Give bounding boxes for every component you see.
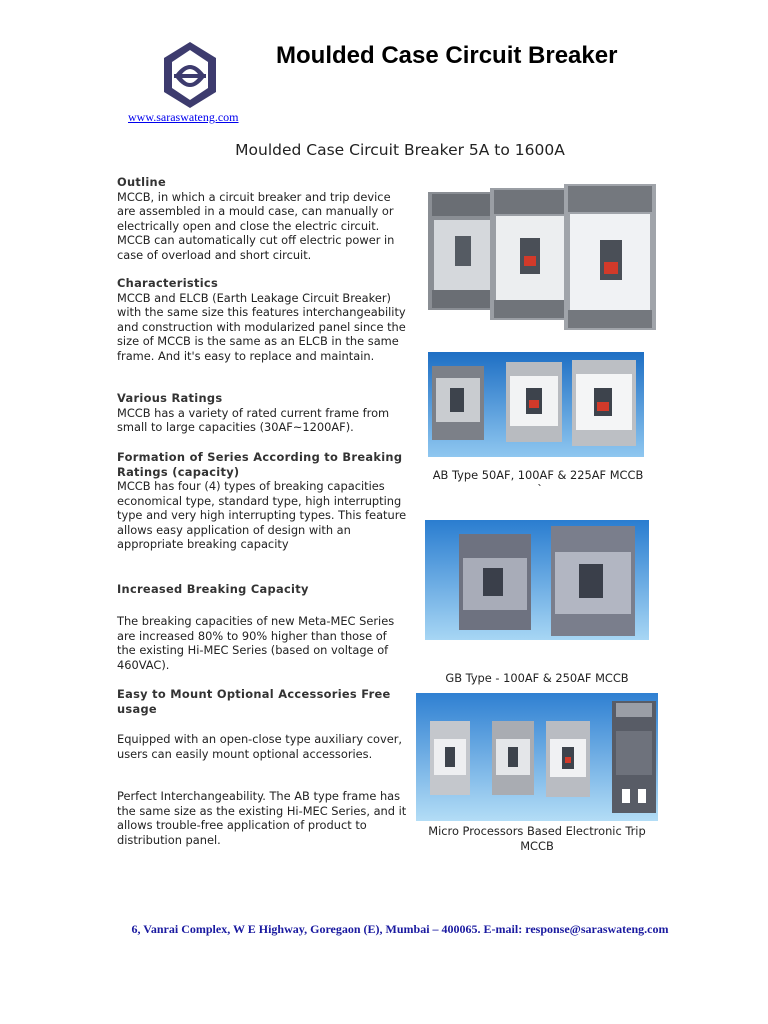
section-breaking-capacity-body: [117, 614, 407, 672]
section-body: The breaking capacities of new Meta-MEC Series are increased 80% to 90% higher than those of the existing Hi-MEC Series (based on voltage of 460VAC).: [117, 614, 395, 672]
footer-address-text: 6, Vanrai Complex, W E Highway, Goregaon (E), Mumbai – 400065. E-mail: response@saraswateng.com: [131, 922, 669, 936]
section-accessories-body: [117, 732, 407, 761]
electronic-trip-caption: Micro Processors Based Electronic Trip MCCB: [428, 824, 646, 853]
gb-type-photo: [425, 520, 649, 640]
section-heading: Various Ratings: [117, 391, 223, 405]
page-subtitle: [0, 141, 768, 159]
section-heading: Outline: [117, 175, 166, 189]
subtitle-text: Moulded Case Circuit Breaker 5A to 1600A: [235, 141, 565, 159]
section-outline: [117, 175, 407, 262]
website-link[interactable]: www.saraswateng.com: [128, 110, 239, 124]
section-heading: Characteristics: [117, 276, 219, 290]
section-breaking-capacity: [117, 582, 407, 597]
section-body: MCCB has four (4) types of breaking capacities economical type, standard type, high interrupting type and very high interrupting types. This feature allows easy application of design with an appropriate breaking capacity: [117, 479, 407, 551]
section-body: MCCB has a variety of rated current frame from small to large capacities (30AF~1200AF).: [117, 405, 390, 434]
section-body: MCCB and ELCB (Earth Leakage Circuit Breaker) with the same size this features interchangeability and construction with modularized panel since the size of MCCB is the same as an ELCB in the same frame. And it's easy to replace and maintain.: [117, 290, 406, 363]
ab-type-photo: [428, 352, 644, 457]
section-interchangeability: [117, 789, 407, 847]
electronic-trip-photo: [416, 693, 658, 821]
section-series-formation: [117, 450, 407, 552]
mccb-product-photo: [420, 180, 660, 345]
section-heading: Increased Breaking Capacity: [117, 582, 309, 596]
footer-address: [0, 922, 768, 937]
gb-type-caption: GB Type - 100AF & 250AF MCCB: [445, 671, 629, 685]
caption-mark: `: [537, 482, 543, 496]
section-accessories: [117, 687, 407, 716]
ab-type-caption: AB Type 50AF, 100AF & 225AF MCCB: [432, 468, 644, 482]
company-logo: [160, 40, 220, 110]
section-various-ratings: [117, 391, 407, 435]
section-body: Perfect Interchangeability. The AB type frame has the same size as the existing Hi-MEC Series, and it allows trouble-free application of product to distribution panel.: [117, 789, 407, 847]
section-heading: Formation of Series According to Breaking Ratings (capacity): [117, 450, 403, 479]
section-body: MCCB, in which a circuit breaker and trip device are assembled in a mould case, can manually or electrically open and close the electric circuit. MCCB can automatically cut off electric power in case of overload and short circuit.: [117, 189, 395, 262]
section-heading: Easy to Mount Optional Accessories Free usage: [117, 687, 391, 716]
page-title: Moulded Case Circuit Breaker: [276, 42, 618, 69]
section-body: Equipped with an open-close type auxiliary cover, users can easily mount optional accessories.: [117, 732, 403, 761]
section-characteristics: [117, 276, 407, 363]
